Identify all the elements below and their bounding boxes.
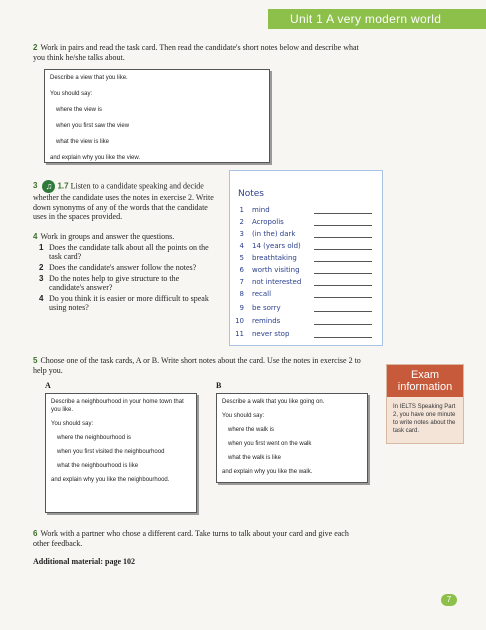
note-item: 3 (in the) dark — [230, 229, 380, 240]
answer-line — [314, 285, 372, 286]
task-card-view — [44, 69, 270, 163]
answer-line — [314, 337, 372, 338]
task-6-text: Work with a partner who chose a different card. Take turns to talk about your card and give each other feedback. — [33, 529, 349, 548]
task-5-instructions — [33, 356, 373, 376]
card-line: You should say: — [51, 421, 94, 427]
exam-information-title: Exam information — [387, 365, 463, 397]
card-line: You should say: — [50, 91, 93, 97]
notes-title: Notes — [238, 189, 264, 199]
task-2-text: Work in pairs and read the task card. Then read the candidate's short notes below and describe what you think he/she talks about. — [33, 43, 359, 62]
note-item: 2 Acropolis — [230, 217, 380, 228]
card-line: where the walk is — [228, 427, 275, 433]
task-2-number: 2 — [33, 43, 38, 52]
unit-title: Unit 1 A very modern world — [290, 12, 442, 26]
note-item: 6 worth visiting — [230, 265, 380, 276]
answer-line — [314, 297, 372, 298]
card-line: You should say: — [222, 413, 265, 419]
additional-material: Additional material: page 102 — [33, 557, 135, 566]
task-4-text: Work in groups and answer the questions. — [40, 232, 175, 241]
answer-line — [314, 261, 372, 262]
card-a-label: A — [45, 381, 51, 390]
notes-panel — [229, 170, 383, 346]
note-item: 5 breathtaking — [230, 253, 380, 264]
task-3-instructions — [33, 180, 215, 222]
card-line: Describe a neighbourhood in your home town that you like. — [51, 399, 184, 413]
card-line: what the neighbourhood is like — [57, 463, 139, 469]
note-item: 1 mind — [230, 205, 380, 216]
question-item: 2 Does the candidate's answer follow the notes? — [39, 263, 197, 272]
note-item: 7 not interested — [230, 277, 380, 288]
card-line: what the walk is like — [228, 455, 282, 461]
card-b-label: B — [216, 381, 222, 390]
card-line: and explain why you like the view. — [50, 155, 141, 161]
task-card-b — [216, 393, 368, 483]
card-line: what the view is like — [56, 139, 110, 145]
answer-line — [314, 324, 372, 325]
answer-line — [314, 249, 372, 250]
card-line: where the view is — [56, 107, 103, 113]
task-2-instructions — [33, 43, 363, 63]
card-line: when you first saw the view — [56, 123, 130, 129]
answer-line — [314, 273, 372, 274]
answer-line — [314, 237, 372, 238]
audio-icon: ♫ — [42, 180, 55, 193]
card-line: and explain why you like the walk. — [222, 469, 313, 475]
task-6-number: 6 — [33, 529, 38, 538]
exam-information-text: In IELTS Speaking Part 2, you have one minute to write notes about the task card. — [393, 404, 456, 434]
task-6-instructions — [33, 529, 363, 548]
note-item: 8 recall — [230, 289, 380, 300]
note-item: 9 be sorry — [230, 303, 380, 314]
question-item: 4 Do you think it is easier or more difficult to speak using notes? — [39, 294, 209, 312]
task-3-number: 3 — [33, 181, 38, 191]
card-line: where the neighbourhood is — [57, 435, 132, 441]
card-line: when you first went on the walk — [228, 441, 312, 447]
note-item: 4 14 (years old) — [230, 241, 380, 252]
question-item: 1 Does the candidate talk about all the points on the task card? — [39, 243, 209, 261]
task-card-a — [45, 393, 197, 513]
answer-line — [314, 225, 372, 226]
page-number: 7 — [441, 594, 457, 606]
answer-line — [314, 311, 372, 312]
exam-information-box — [386, 364, 464, 444]
card-line: Describe a walk that you like going on. — [222, 399, 325, 405]
card-line: Describe a view that you like. — [50, 75, 128, 81]
task-3-text: Listen to a candidate speaking and decide whether the candidate uses the notes in exercise 2. Write down synonyms of any of the words that the candidate uses in the spaces provided. — [33, 181, 214, 221]
audio-track-number: 1.7 — [57, 181, 69, 191]
task-4 — [33, 232, 215, 312]
answer-line — [314, 213, 372, 214]
question-item: 3 Do the notes help to give structure to the candidate's answer? — [39, 274, 180, 292]
note-item: 10 reminds — [230, 316, 380, 327]
card-line: when you first visited the neighbourhood — [57, 449, 165, 455]
card-line: and explain why you like the neighbourhood. — [51, 477, 170, 483]
note-item: 11 never stop — [230, 329, 380, 340]
task-4-number: 4 — [33, 232, 38, 241]
unit-banner — [268, 9, 486, 29]
task-5-number: 5 — [33, 356, 38, 365]
task-5-text: Choose one of the task cards, A or B. Write short notes about the card. Use the notes in exercise 2 to help you. — [33, 356, 361, 375]
